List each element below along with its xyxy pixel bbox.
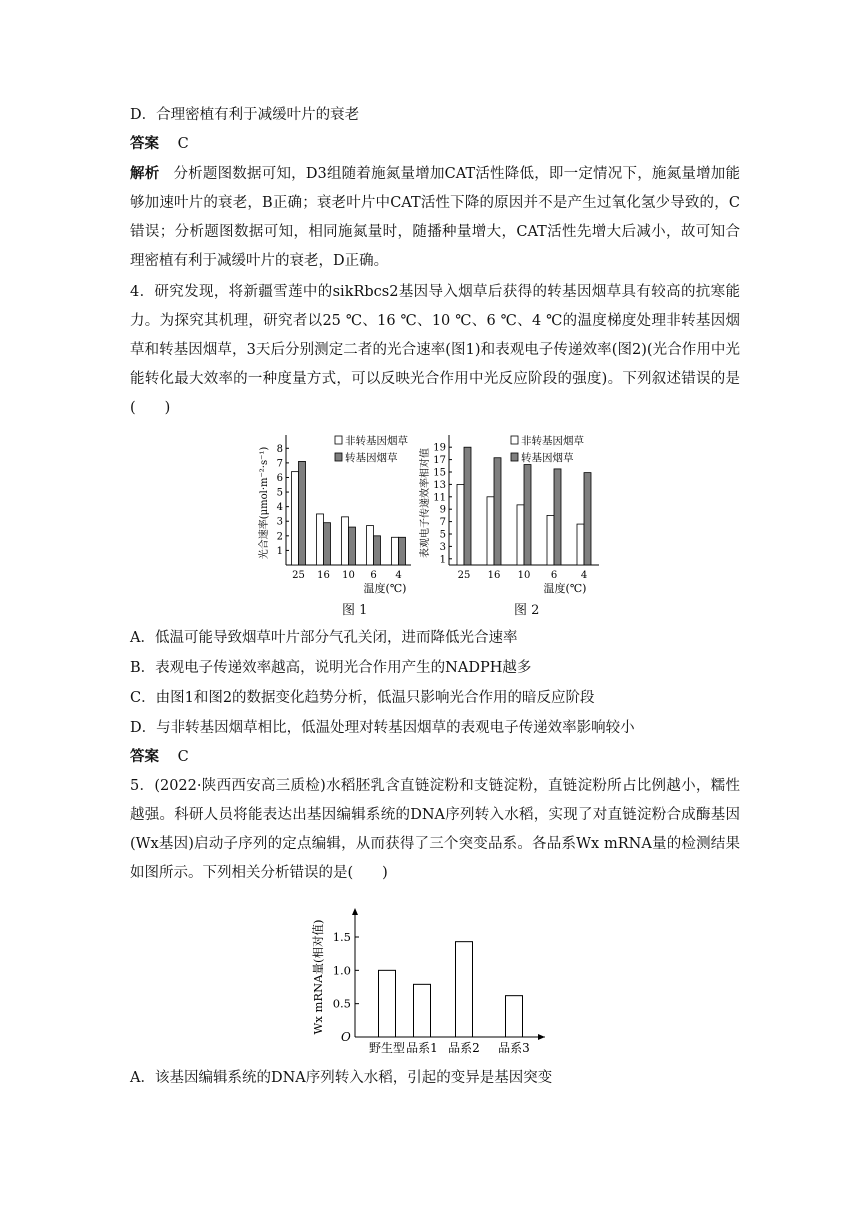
- y-tick-label: 5: [439, 529, 446, 541]
- bar: [299, 461, 306, 565]
- x-tick-label: 品系2: [448, 1041, 480, 1055]
- bar: [547, 515, 554, 565]
- bar: [342, 517, 349, 565]
- y-tick-label: 1.0: [332, 963, 351, 978]
- q4-option-a: A．低温可能导致烟草叶片部分气孔关闭，进而降低光合速率: [130, 630, 518, 646]
- bar: [506, 996, 523, 1037]
- x-tick-label: 25: [457, 570, 471, 581]
- q4-option-b: B．表观电子传递效率越高，说明光合作用产生的NADPH越多: [130, 660, 532, 676]
- y-tick-label: 1.5: [332, 930, 351, 944]
- x-tick-label: 16: [487, 570, 501, 581]
- figure-1-caption: 图 1: [342, 603, 368, 618]
- y-tick-label: 7: [276, 458, 283, 470]
- bar: [317, 514, 324, 565]
- bar: [374, 536, 381, 565]
- y-axis-label: Wx mRNA量(相对值): [311, 919, 325, 1035]
- x-tick-label: 10: [517, 570, 531, 581]
- analysis-label: 解析: [130, 165, 160, 182]
- legend-swatch: [335, 436, 342, 444]
- q5-stem: 5．(2022·陕西西安高三质检)水稻胚乳含直链淀粉和支链淀粉，直链淀粉所占比例越小，糯性越强。科研人员将能表达出基因编辑系统的DNA序列转入水稻，实现了对直链淀粉合成酶基因(Wx基因)启动子序列的定点编辑，从而获得了三个突变品系。各品系Wx mRNA量的检测结果如图所示。下列相关分析错误的是( ): [130, 778, 740, 881]
- y-axis-label: 表观电子传递效率相对值: [420, 448, 431, 558]
- bar: [457, 484, 464, 565]
- bar: [324, 523, 331, 565]
- x-tick-label: 4: [395, 570, 402, 581]
- y-tick-label: 5: [276, 487, 283, 499]
- bar: [349, 527, 356, 565]
- y-tick-label: 1: [276, 545, 283, 557]
- answer-value: C: [177, 136, 189, 152]
- bar: [392, 537, 399, 565]
- legend-swatch: [511, 436, 518, 444]
- figure-1-chart: [255, 432, 425, 597]
- legend-label: 非转基因烟草: [345, 435, 408, 447]
- y-tick-label: 2: [276, 531, 283, 543]
- y-tick-label: 3: [439, 541, 446, 553]
- y-axis-arrow: [352, 908, 358, 915]
- y-tick-label: 19: [433, 442, 446, 454]
- bar: [456, 942, 473, 1037]
- y-tick-label: 15: [433, 467, 446, 479]
- y-tick-label: 13: [433, 479, 446, 491]
- y-tick-label: 11: [433, 492, 446, 504]
- q4-option-c: C．由图1和图2的数据变化趋势分析，低温只影响光合作用的暗反应阶段: [130, 690, 595, 706]
- bar: [367, 526, 374, 565]
- x-tick-label: 品系1: [406, 1041, 438, 1055]
- figure-3-chart: [300, 905, 560, 1065]
- x-tick-label: 4: [580, 570, 588, 581]
- figure-2-chart: [418, 432, 608, 597]
- legend-swatch: [335, 453, 342, 461]
- answer-label: 答案: [130, 135, 159, 152]
- bar: [577, 524, 584, 565]
- q3-analysis: [130, 159, 740, 276]
- x-tick-label: 10: [342, 570, 355, 581]
- bar: [399, 537, 406, 565]
- q4-answer: [130, 745, 189, 766]
- y-tick-label: 6: [276, 472, 283, 484]
- x-tick-label: 6: [370, 570, 377, 581]
- bar: [379, 970, 396, 1037]
- answer-label: 答案: [130, 748, 159, 765]
- q3-answer: [130, 132, 189, 153]
- bar: [414, 984, 431, 1037]
- legend-swatch: [511, 453, 518, 461]
- figure-2-caption: 图 2: [514, 603, 540, 618]
- q4-stem: 4．研究发现，将新疆雪莲中的sikRbcs2基因导入烟草后获得的转基因烟草具有较高的抗寒能力。为探究其机理，研究者以25 ℃、16 ℃、10 ℃、6 ℃、4 ℃的温度梯度处理非转基因烟草和转基因烟草，3天后分别测定二者的光合速率(图1)和表观电子传递效率(图2)(光合作用中光能转化最大效率的一种度量方式，可以反映光合作用中光反应阶段的强度)。下列叙述错误的是( ): [130, 284, 740, 416]
- analysis-text: 分析题图数据可知，D3组随着施氮量增加CAT活性降低，即一定情况下，施氮量增加能够加速叶片的衰老，B正确；衰老叶片中CAT活性下降的原因并不是产生过氧化氢少导致的，C错误；分析题图数据可知，相同施氮量时，随播种量增大，CAT活性先增大后减小，故可知合理密植有利于减缓叶片的衰老，D正确。: [130, 166, 741, 269]
- legend-label: 非转基因烟草: [521, 435, 584, 447]
- x-tick-label: 品系3: [498, 1041, 530, 1055]
- bar: [584, 473, 591, 565]
- y-tick-label: 1: [439, 554, 446, 566]
- legend-label: 转基因烟草: [521, 452, 574, 464]
- bar: [494, 458, 501, 565]
- figure-3-plot: [311, 908, 545, 1055]
- y-tick-label: 7: [439, 517, 446, 529]
- y-tick-label: 9: [439, 504, 446, 516]
- x-tick-label: 16: [317, 570, 330, 581]
- y-tick-label: 0.5: [332, 996, 351, 1011]
- q3-option-d: D．合理密植有利于减缓叶片的衰老: [130, 107, 360, 123]
- x-tick-label: 25: [292, 570, 305, 581]
- figure-1-plot: [257, 434, 411, 595]
- answer-value: C: [177, 749, 189, 765]
- q4-option-d: D．与非转基因烟草相比，低温处理对转基因烟草的表观电子传递效率影响较小: [130, 720, 635, 736]
- y-axis-label: 光合速率(μmol·m⁻²·s⁻¹): [259, 446, 270, 560]
- origin-label: O: [341, 1030, 351, 1044]
- bar: [464, 447, 471, 565]
- bar: [524, 465, 531, 565]
- y-tick-label: 8: [276, 443, 283, 455]
- x-tick-label: 6: [550, 570, 558, 581]
- x-tick-label: 野生型: [368, 1041, 406, 1055]
- x-axis-arrow: [538, 1034, 545, 1040]
- bar: [517, 505, 524, 565]
- y-tick-label: 4: [276, 502, 283, 514]
- x-axis-label: 温度(℃): [363, 582, 407, 595]
- y-tick-label: 17: [433, 455, 446, 467]
- figure-2-plot: [418, 434, 599, 595]
- legend-label: 转基因烟草: [345, 452, 398, 464]
- bar: [292, 472, 299, 565]
- x-axis-label: 温度(℃): [543, 582, 587, 595]
- y-tick-label: 3: [276, 516, 283, 528]
- q5-option-a: A．该基因编辑系统的DNA序列转入水稻，引起的变异是基因突变: [130, 1070, 553, 1086]
- bar: [487, 497, 494, 565]
- bar: [554, 469, 561, 565]
